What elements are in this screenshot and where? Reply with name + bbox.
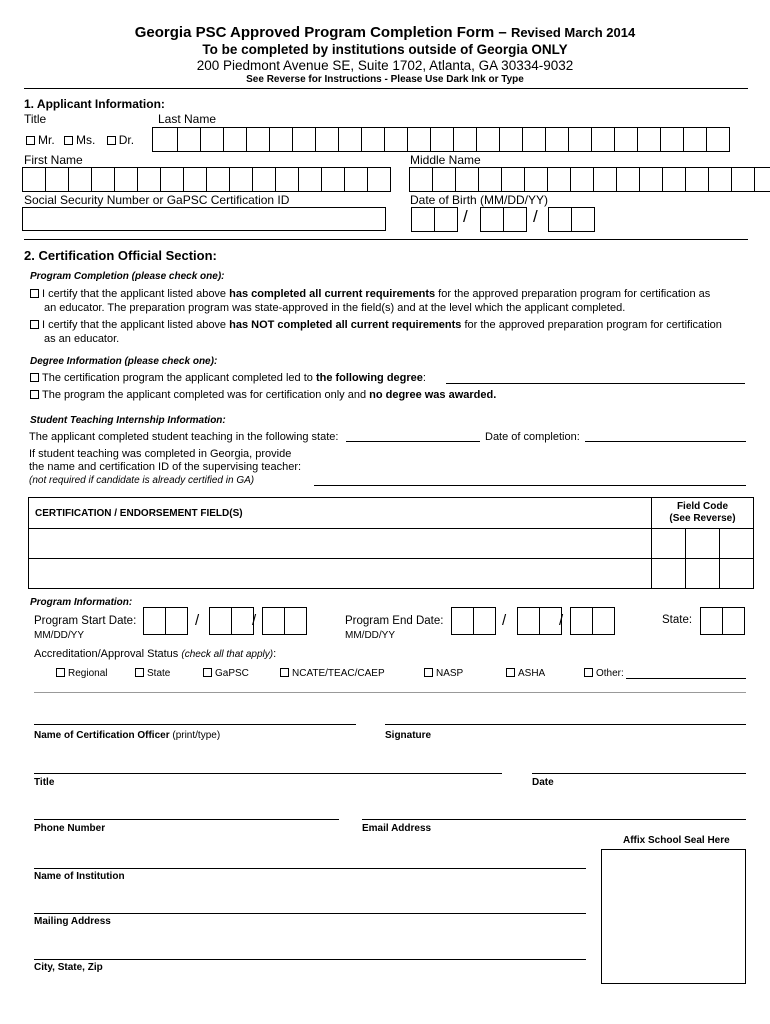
title-label: Title <box>34 777 55 788</box>
field-code-input[interactable] <box>652 529 686 559</box>
middle-name-boxes[interactable] <box>409 167 770 192</box>
title-options: Mr. Ms. Dr. <box>26 133 134 147</box>
last-name-label: Last Name <box>158 112 217 126</box>
st-state-line[interactable] <box>346 441 480 442</box>
dob-day-boxes[interactable] <box>480 207 526 232</box>
program-start-label: Program Start Date: MM/DD/YY <box>34 615 137 641</box>
officer-name-label: Name of Certification Officer (print/type) <box>34 730 221 741</box>
asha-checkbox[interactable] <box>506 668 515 677</box>
divider <box>24 88 748 89</box>
st-date-line[interactable] <box>585 441 746 442</box>
field-code-input[interactable] <box>720 559 754 589</box>
accred-ncate: NCATE/TEAC/CAEP <box>280 668 385 679</box>
mr-checkbox[interactable] <box>26 136 35 145</box>
first-name-label: First Name <box>24 153 83 167</box>
program-end-label: Program End Date: MM/DD/YY <box>345 615 444 641</box>
cert-field-input[interactable] <box>29 559 652 589</box>
field-code-input[interactable] <box>720 529 754 559</box>
st-state-label: The applicant completed student teaching in the following state: <box>29 431 339 443</box>
completion-option-2: I certify that the applicant listed above has NOT completed all current requirements for the approved preparation program for certification as an educator. <box>30 318 722 346</box>
student-teaching-label: Student Teaching Internship Information: <box>30 415 226 426</box>
institution-line[interactable] <box>34 868 586 869</box>
divider <box>24 239 748 240</box>
signature-line[interactable] <box>385 724 746 725</box>
dob-label: Date of Birth (MM/DD/YY) <box>410 193 549 207</box>
end-day-boxes[interactable] <box>517 607 564 635</box>
institution-label: Name of Institution <box>34 871 125 882</box>
nasp-checkbox[interactable] <box>424 668 433 677</box>
email-label: Email Address <box>362 823 432 834</box>
accred-nasp: NASP <box>424 668 463 679</box>
dob-month-boxes[interactable] <box>411 207 457 232</box>
ssn-input[interactable] <box>22 207 386 231</box>
signature-label: Signature <box>385 730 432 741</box>
dob-slash: / <box>463 207 468 226</box>
no-degree-checkbox[interactable] <box>30 390 39 399</box>
date-slash: / <box>252 612 257 629</box>
mailing-address-label: Mailing Address <box>34 916 111 927</box>
start-month-boxes[interactable] <box>143 607 187 635</box>
start-day-boxes[interactable] <box>209 607 253 635</box>
dob-slash: / <box>533 207 538 226</box>
date-slash: / <box>502 612 507 629</box>
last-name-boxes[interactable] <box>152 127 729 152</box>
phone-label: Phone Number <box>34 823 106 834</box>
field-code-input[interactable] <box>652 559 686 589</box>
gapsc-checkbox[interactable] <box>203 668 212 677</box>
state-boxes[interactable] <box>700 607 744 635</box>
date-slash: / <box>559 612 564 629</box>
city-state-zip-label: City, State, Zip <box>34 962 103 973</box>
st-date-label: Date of completion: <box>485 431 580 443</box>
field-code-input[interactable] <box>686 559 720 589</box>
certification-table <box>28 497 754 589</box>
mailing-address-line[interactable] <box>34 913 586 914</box>
other-line[interactable] <box>626 678 746 679</box>
middle-name-label: Middle Name <box>410 153 481 167</box>
ssn-label: Social Security Number or GaPSC Certification ID <box>24 193 290 207</box>
first-name-boxes[interactable] <box>22 167 390 192</box>
divider <box>34 692 746 693</box>
date-label: Date <box>532 777 554 788</box>
supervising-teacher-line[interactable] <box>314 485 746 486</box>
field-code-input[interactable] <box>686 529 720 559</box>
state-label: State: <box>662 614 693 626</box>
form-title: Georgia PSC Approved Program Completion Form – Revised March 2014 <box>134 24 636 41</box>
ncate-checkbox[interactable] <box>280 668 289 677</box>
date-line[interactable] <box>532 773 746 774</box>
form-address: 200 Piedmont Avenue SE, Suite 1702, Atlanta, GA 30334-9032 <box>196 58 574 73</box>
email-line[interactable] <box>362 819 746 820</box>
city-state-zip-line[interactable] <box>34 959 586 960</box>
officer-name-line[interactable] <box>34 724 356 725</box>
end-month-boxes[interactable] <box>451 607 495 635</box>
accred-other: Other: <box>584 668 624 679</box>
not-completed-checkbox[interactable] <box>30 320 39 329</box>
title-label: Title <box>24 112 47 126</box>
title-line[interactable] <box>34 773 502 774</box>
start-year-boxes[interactable] <box>262 607 306 635</box>
program-info-label: Program Information: <box>30 597 133 608</box>
other-checkbox[interactable] <box>584 668 593 677</box>
state-checkbox[interactable] <box>135 668 144 677</box>
degree-option-1: The certification program the applicant completed led to the following degree: <box>30 372 426 384</box>
accreditation-label: Accreditation/Approval Status (check all that apply): <box>34 648 277 660</box>
program-completion-label: Program Completion (please check one): <box>30 271 225 282</box>
form-instructions: See Reverse for Instructions - Please Use Dark Ink or Type <box>246 74 524 85</box>
degree-info-label: Degree Information (please check one): <box>30 356 218 367</box>
regional-checkbox[interactable] <box>56 668 65 677</box>
section1-heading: 1. Applicant Information: <box>24 97 165 111</box>
degree-checkbox[interactable] <box>30 373 39 382</box>
phone-line[interactable] <box>34 819 339 820</box>
seal-label: Affix School Seal Here <box>623 835 730 846</box>
st-ga-instructions: If student teaching was completed in Georgia, provide the name and certification ID of the supervising teacher: (not required if candidate is already certified in GA) <box>29 448 302 486</box>
accred-asha: ASHA <box>506 668 545 679</box>
dob-year-boxes[interactable] <box>548 207 594 232</box>
dr-checkbox[interactable] <box>107 136 116 145</box>
degree-option-2: The program the applicant completed was for certification only and no degree was awarded. <box>30 389 496 401</box>
completed-checkbox[interactable] <box>30 289 39 298</box>
date-slash: / <box>195 612 200 629</box>
degree-name-line[interactable] <box>446 383 745 384</box>
field-code-header: Field Code (See Reverse) <box>652 498 754 529</box>
school-seal-box <box>601 849 746 984</box>
completion-option-1: I certify that the applicant listed above has completed all current requirements for the approved preparation program for certification as an educator. The preparation program was state-approved in the field(s) and at the level which the applicant completed. <box>30 287 710 315</box>
accred-gapsc: GaPSC <box>203 668 249 679</box>
cert-field-input[interactable] <box>29 529 652 559</box>
section2-heading: 2. Certification Official Section: <box>24 248 217 263</box>
accred-state: State <box>135 668 170 679</box>
ms-checkbox[interactable] <box>64 136 73 145</box>
cert-field-header: CERTIFICATION / ENDORSEMENT FIELD(S) <box>29 498 652 529</box>
form-subtitle: To be completed by institutions outside of Georgia ONLY <box>202 42 568 57</box>
accred-regional: Regional <box>56 668 107 679</box>
end-year-boxes[interactable] <box>570 607 614 635</box>
